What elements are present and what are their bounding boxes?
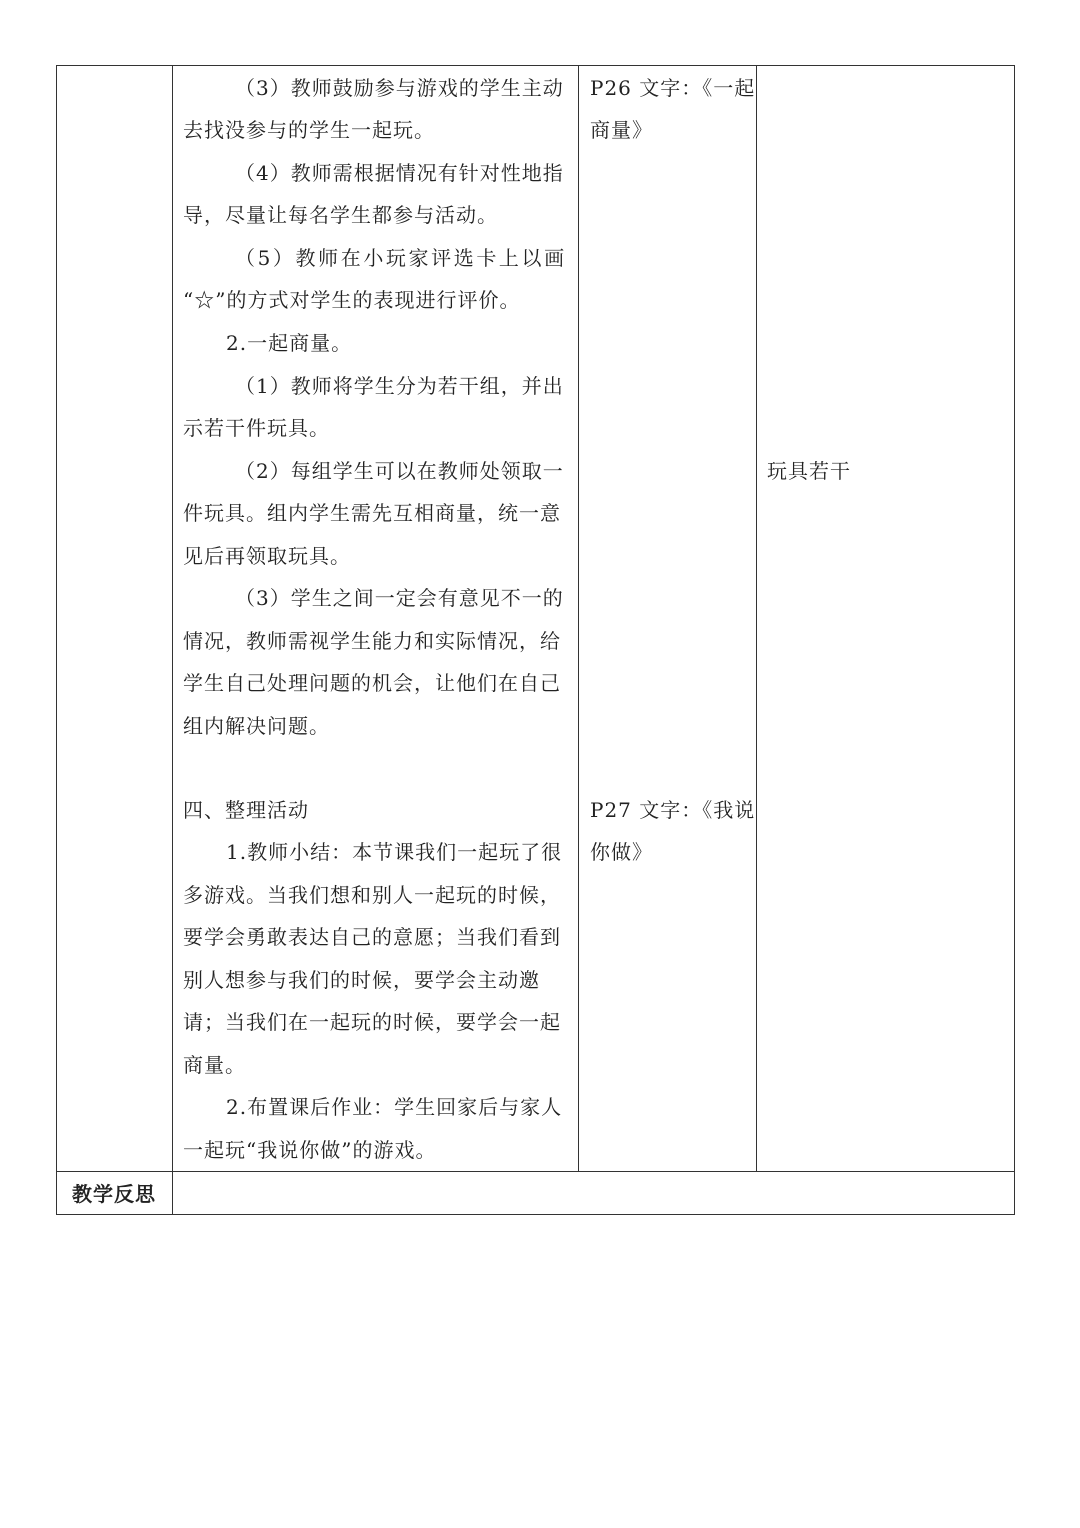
reference-line: 你做》 bbox=[590, 840, 653, 864]
col-divider-3 bbox=[756, 65, 757, 1171]
reflection-content[interactable] bbox=[173, 1172, 1014, 1214]
procedure-line: （1）教师将学生分为若干组，并出 bbox=[235, 374, 564, 398]
procedure-line: 请；当我们在一起玩的时候，要学会一起 bbox=[183, 1010, 561, 1034]
procedure-line: （4）教师需根据情况有针对性地指 bbox=[235, 161, 564, 185]
procedure-line: 导，尽量让每名学生都参与活动。 bbox=[183, 203, 498, 227]
procedure-line: （2）每组学生可以在教师处领取一 bbox=[235, 459, 564, 483]
procedure-line: 情况，教师需视学生能力和实际情况，给 bbox=[183, 629, 561, 653]
procedure-line: （3）学生之间一定会有意见不一的 bbox=[235, 586, 564, 610]
procedure-line: （5）教师在小玩家评选卡上以画 bbox=[235, 246, 567, 270]
procedure-line: 要学会勇敢表达自己的意愿；当我们看到 bbox=[183, 925, 561, 949]
procedure-line: “☆”的方式对学生的表现进行评价。 bbox=[183, 288, 521, 312]
reference-line: P26 文字：《一起 bbox=[590, 76, 756, 100]
procedure-line: （3）教师鼓励参与游戏的学生主动 bbox=[235, 76, 564, 100]
procedure-line: 2.布置课后作业：学生回家后与家人 bbox=[226, 1095, 563, 1119]
procedure-line: 商量。 bbox=[183, 1053, 246, 1077]
procedure-line: 学生自己处理问题的机会，让他们在自己 bbox=[183, 671, 561, 695]
reference-line: P27 文字：《我说 bbox=[590, 798, 756, 822]
procedure-line: 别人想参与我们的时候，要学会主动邀 bbox=[183, 968, 540, 992]
procedure-line: 见后再领取玩具。 bbox=[183, 544, 351, 568]
procedure-section-heading: 四、整理活动 bbox=[183, 798, 309, 822]
procedure-line: 示若干件玩具。 bbox=[183, 416, 330, 440]
materials-text: 玩具若干 bbox=[767, 459, 851, 483]
procedure-line: 组内解决问题。 bbox=[183, 714, 330, 738]
col-divider-1 bbox=[172, 65, 173, 1215]
procedure-line: 多游戏。当我们想和别人一起玩的时候， bbox=[183, 883, 561, 907]
procedure-line: 去找没参与的学生一起玩。 bbox=[183, 118, 435, 142]
procedure-line: 一起玩“我说你做”的游戏。 bbox=[183, 1138, 437, 1162]
procedure-section-title: 2.一起商量。 bbox=[226, 331, 353, 355]
reflection-label: 教学反思 bbox=[72, 1182, 156, 1206]
procedure-line: 1.教师小结：本节课我们一起玩了很 bbox=[226, 840, 563, 864]
reference-line: 商量》 bbox=[590, 118, 653, 142]
col-divider-2 bbox=[578, 65, 579, 1171]
procedure-line: 件玩具。组内学生需先互相商量，统一意 bbox=[183, 501, 561, 525]
